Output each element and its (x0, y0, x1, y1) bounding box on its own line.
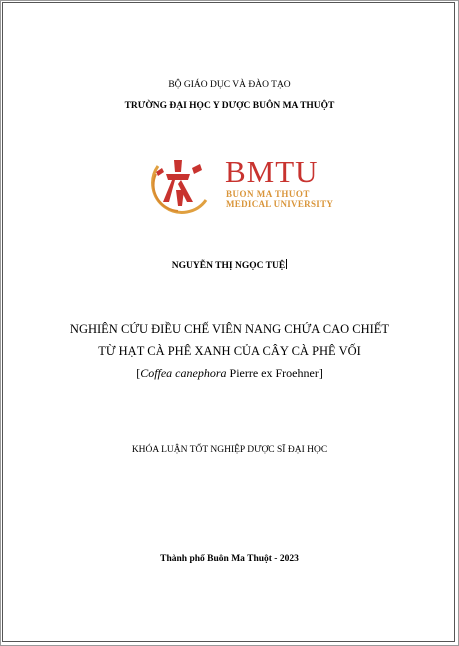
university-heading: TRƯỜNG ĐẠI HỌC Y DƯỢC BUÔN MA THUỘT (124, 101, 335, 111)
species-italic-name: Coffea canephora (140, 366, 227, 380)
thesis-title-line-2: TỪ HẠT CÀ PHÊ XANH CỦA CÂY CÀ PHÊ VỐI (98, 344, 361, 358)
species-bracket-open: [ (136, 366, 141, 380)
text-cursor (286, 259, 287, 269)
logo-wordmark: BMTU (225, 154, 319, 189)
species-author: Pierre ex Froehner] (226, 366, 323, 380)
author-name (0, 259, 459, 271)
place-date: Thành phố Buôn Ma Thuột - 2023 (160, 554, 299, 564)
thesis-title-species (0, 366, 459, 381)
thesis-type: KHÓA LUẬN TỐT NGHIỆP DƯỢC SĨ ĐẠI HỌC (131, 445, 328, 455)
bmtu-logo (148, 154, 348, 214)
thesis-title-line-1: NGHIÊN CỨU ĐIỀU CHẾ VIÊN NANG CHỨA CAO CHIẾT (69, 322, 390, 336)
author-name-text: NGUYỄN THỊ NGỌC TUỆ (171, 261, 286, 271)
logo-subtitle-medical: MEDICAL UNIVERSITY (226, 199, 334, 209)
bmtu-emblem-icon (148, 154, 214, 214)
ministry-heading: BỘ GIÁO DỤC VÀ ĐÀO TẠO (168, 80, 291, 90)
logo-subtitle-city: BUON MA THUOT (226, 189, 310, 199)
